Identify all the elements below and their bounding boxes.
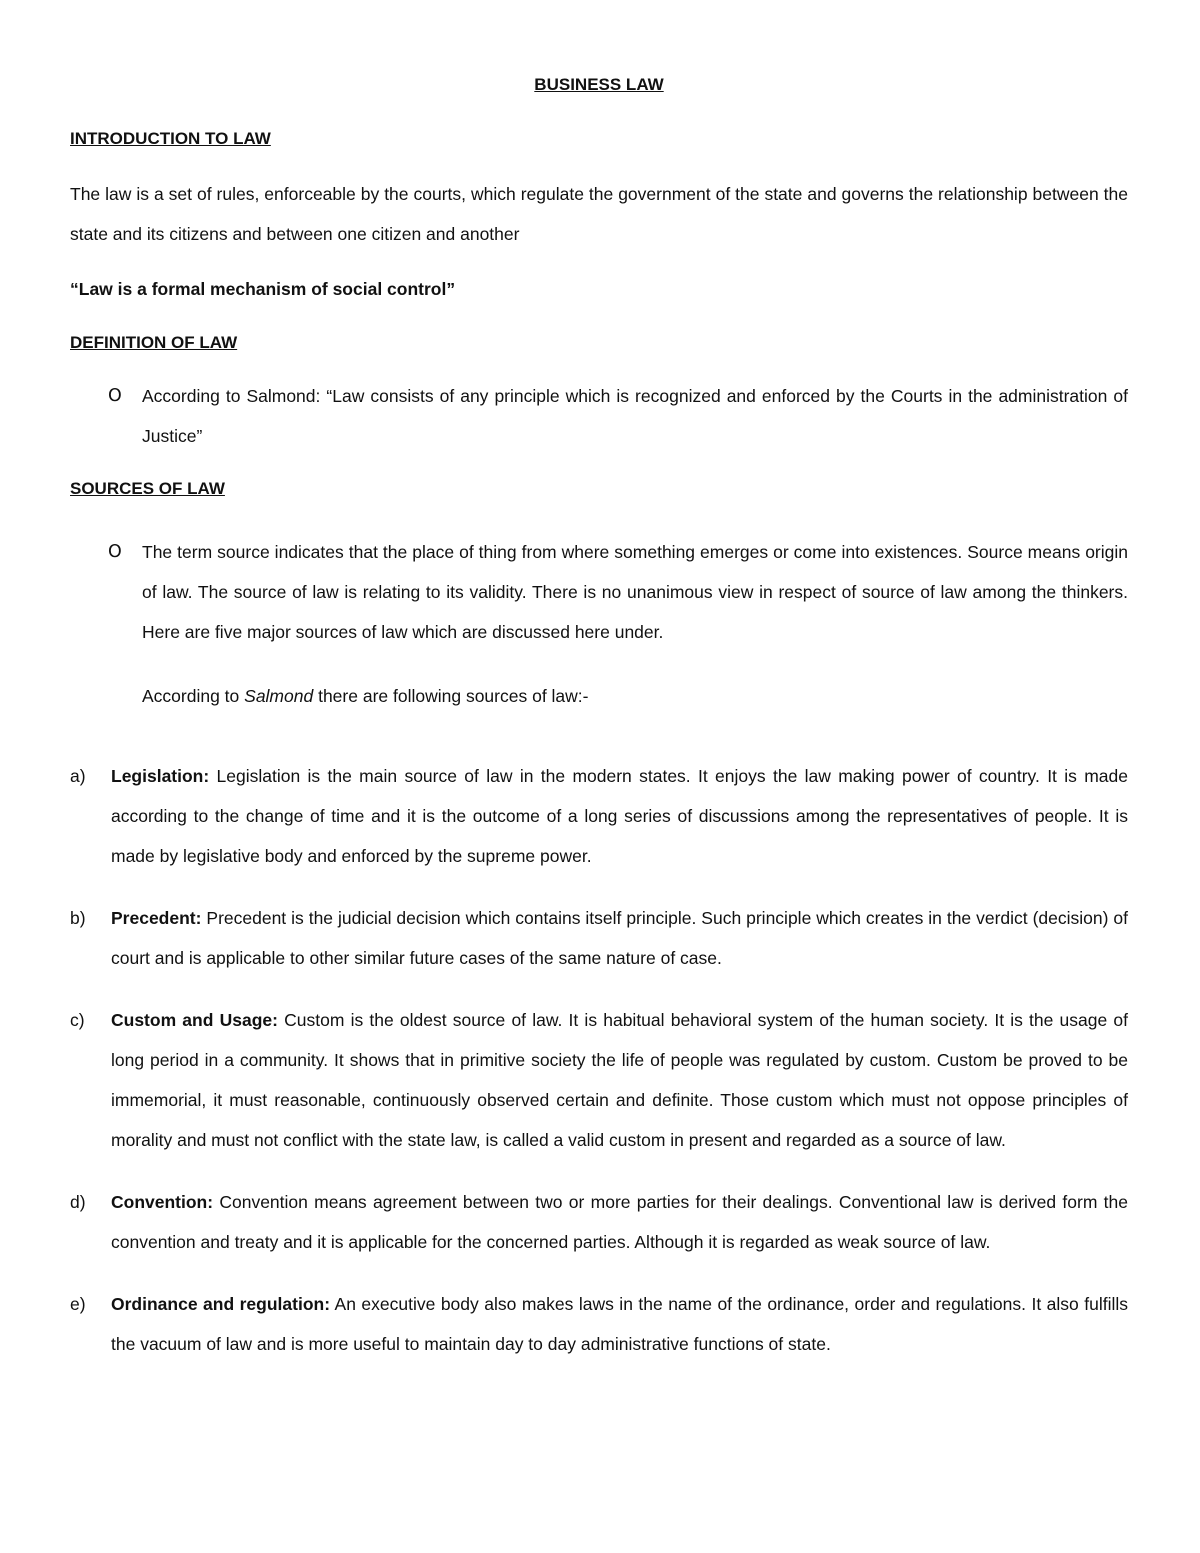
- list-text: [111, 1182, 1128, 1262]
- list-text: [111, 1000, 1128, 1160]
- sources-heading: SOURCES OF LAW: [70, 479, 225, 498]
- list-item: [70, 756, 1128, 876]
- list-term: Convention:: [111, 1192, 214, 1212]
- list-description: Precedent is the judicial decision which contains itself principle. Such principle which creates in the verdict (decision) of court and is applicable to other similar future cases of the same nature of case.: [111, 908, 1128, 968]
- list-marker: d): [70, 1192, 86, 1212]
- list-term: Custom and Usage:: [111, 1010, 278, 1030]
- list-description: Legislation is the main source of law in the modern states. It enjoys the law making power of country. It is made according to the change of time and it is the outcome of a long series of discussions among the representatives of people. It is made by legislative body and enforced by the supreme power.: [111, 766, 1128, 866]
- list-description: An executive body also makes laws in the name of the ordinance, order and regulations. It also fulfills the vacuum of law and is more useful to maintain day to day administrative functions of state.: [111, 1294, 1128, 1354]
- list-term: Ordinance and regulation:: [111, 1294, 331, 1314]
- list-text: [111, 1284, 1128, 1364]
- list-marker: a): [70, 766, 86, 786]
- list-item: [70, 1000, 1128, 1160]
- salmond-suffix: there are following sources of law:-: [313, 686, 589, 706]
- list-marker: c): [70, 1010, 85, 1030]
- list-text: [111, 898, 1128, 978]
- list-item: [70, 898, 1128, 978]
- salmond-prefix: According to: [142, 686, 245, 706]
- intro-heading: INTRODUCTION TO LAW: [70, 129, 271, 148]
- list-description: Convention means agreement between two or more parties for their dealings. Conventional law is derived form the convention and treaty and it is applicable for the concerned parties. Although it is regarded as weak source of law.: [111, 1192, 1128, 1252]
- list-marker: e): [70, 1294, 86, 1314]
- document-title: BUSINESS LAW: [534, 75, 664, 94]
- law-quote: “Law is a formal mechanism of social control”: [70, 279, 456, 299]
- definition-text: According to Salmond: “Law consists of any principle which is recognized and enforced by the Courts in the administration of Justice”: [142, 386, 1128, 446]
- bullet-marker: O: [108, 386, 122, 406]
- list-item: [70, 1284, 1128, 1364]
- definition-heading: DEFINITION OF LAW: [70, 333, 238, 352]
- sources-bullet-item: [70, 532, 1128, 652]
- list-term: Precedent:: [111, 908, 202, 928]
- salmond-name: Salmond: [244, 686, 314, 706]
- list-item: [70, 1182, 1128, 1262]
- intro-paragraph: The law is a set of rules, enforceable by the courts, which regulate the government of the state and governs the relationship between the state and its citizens and between one citizen and another: [70, 184, 1128, 244]
- bullet-marker: O: [108, 542, 122, 562]
- list-description: Custom is the oldest source of law. It is habitual behavioral system of the human society. It is the usage of long period in a community. It shows that in primitive society the life of people was regulated by custom. Custom be proved to be immemorial, it must reasonable, continuously observed certain and definite. Those custom which must not oppose principles of morality and must not conflict with the state law, is called a valid custom in present and regarded as a source of law.: [111, 1010, 1128, 1150]
- definition-bullet-item: [70, 376, 1128, 456]
- list-term: Legislation:: [111, 766, 210, 786]
- list-text: [111, 756, 1128, 876]
- salmond-line: [70, 676, 1128, 716]
- sources-intro-text: The term source indicates that the place of thing from where something emerges or come into existences. Source means origin of law. The source of law is relating to its validity. There is no unanimous view in respect of source of law among the thinkers. Here are five major sources of law which are discussed here under.: [142, 542, 1128, 642]
- list-marker: b): [70, 908, 86, 928]
- document-page: [70, 70, 1128, 1364]
